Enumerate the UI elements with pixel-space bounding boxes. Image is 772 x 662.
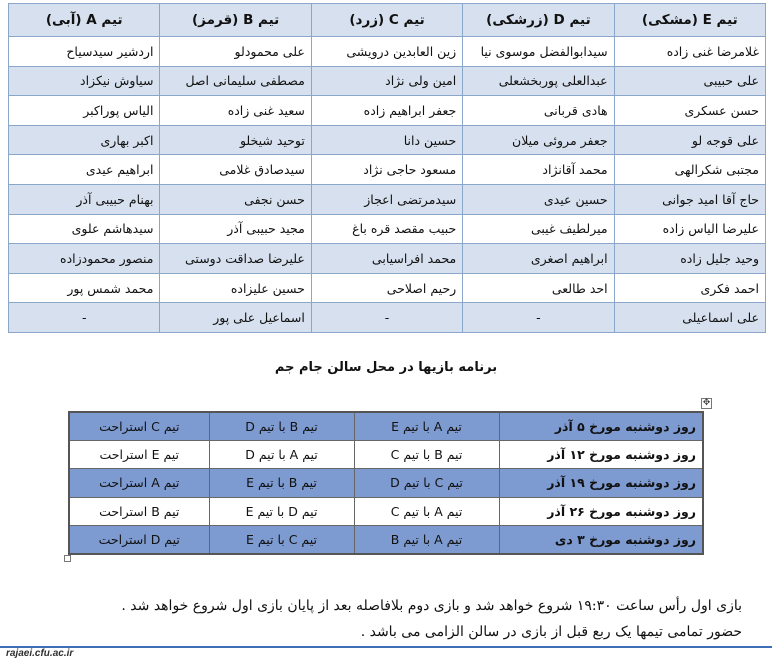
player-cell: اردشیر سیدسیاح [9, 37, 160, 67]
resize-handle-icon[interactable] [64, 555, 71, 562]
table-row [9, 184, 766, 214]
day-cell: روز دوشنبه مورخ ۳ دی [499, 525, 703, 554]
player-cell: عبدالعلی پوربخشعلی [463, 66, 614, 96]
player-cell: ابراهیم عیدی [9, 155, 160, 185]
player-cell: الیاس پوراکبر [9, 96, 160, 126]
match-cell: تیم D با تیم E [209, 497, 354, 525]
match-cell: تیم A با تیم D [209, 441, 354, 469]
team-a-header: تیم A (آبی) [9, 4, 160, 37]
player-cell: سیاوش نیکزاد [9, 66, 160, 96]
table-row [9, 66, 766, 96]
player-cell: حبیب مقصد قره باغ [311, 214, 462, 244]
player-cell: توحید شیخلو [160, 125, 311, 155]
team-e-header: تیم E (مشکی) [614, 4, 765, 37]
empty-cell: - [311, 303, 462, 333]
schedule-table [68, 411, 704, 555]
move-handle-icon[interactable]: ✥ [702, 398, 711, 408]
player-cell: حسین دانا [311, 125, 462, 155]
player-cell: محمد افراسیابی [311, 244, 462, 274]
player-cell: علی محمودلو [160, 37, 311, 67]
player-cell: حاج آقا امید جوانی [614, 184, 765, 214]
player-cell: سیدابوالفضل موسوی نیا [463, 37, 614, 67]
table-row [69, 412, 703, 441]
player-cell: زین العابدین درویشی [311, 37, 462, 67]
day-cell: روز دوشنبه مورخ ۱۲ آذر [499, 441, 703, 469]
player-cell: امین ولی نژاد [311, 66, 462, 96]
player-cell: ابراهیم اصغری [463, 244, 614, 274]
player-cell: اسماعیل علی پور [160, 303, 311, 333]
player-cell: مجید حبیبی آذر [160, 214, 311, 244]
table-row [9, 155, 766, 185]
rest-cell: تیم D استراحت [69, 525, 209, 554]
player-cell: احمد فکری [614, 273, 765, 303]
site-brand: rajaei.cfu.ac.ir [6, 648, 74, 659]
teams-header-row [9, 4, 766, 37]
player-cell: احد طالعی [463, 273, 614, 303]
player-cell: بهنام حبیبی آذر [9, 184, 160, 214]
table-row [69, 441, 703, 469]
match-cell: تیم B با تیم E [209, 469, 354, 497]
table-row [9, 96, 766, 126]
player-cell: محمد شمس پور [9, 273, 160, 303]
match-cell: تیم C با تیم E [209, 525, 354, 554]
player-cell: حسن نجفی [160, 184, 311, 214]
attendance-note: حضور تمامی تیمها یک ربع قبل از بازی در سالن الزامی می باشد . [360, 624, 742, 640]
table-row [9, 303, 766, 333]
table-row [69, 525, 703, 554]
match-cell: تیم A با تیم B [354, 525, 499, 554]
player-cell: جعفر مروئی میلان [463, 125, 614, 155]
player-cell: مجتبی شکرالهی [614, 155, 765, 185]
player-cell: علیرضا الیاس زاده [614, 214, 765, 244]
player-cell: مصطفی سلیمانی اصل [160, 66, 311, 96]
footer-divider [0, 646, 772, 648]
match-cell: تیم A با تیم C [354, 497, 499, 525]
rest-cell: تیم B استراحت [69, 497, 209, 525]
table-row [9, 214, 766, 244]
player-cell: سیدصادق غلامی [160, 155, 311, 185]
rest-cell: تیم A استراحت [69, 469, 209, 497]
table-row [9, 273, 766, 303]
table-row [69, 497, 703, 525]
team-b-header: تیم B (قرمز) [160, 4, 311, 37]
player-cell: حسن عسکری [614, 96, 765, 126]
day-cell: روز دوشنبه مورخ ۱۹ آذر [499, 469, 703, 497]
match-cell: تیم A با تیم E [354, 412, 499, 441]
match-cell: تیم B با تیم D [209, 412, 354, 441]
player-cell: هادی قربانی [463, 96, 614, 126]
table-row [9, 37, 766, 67]
player-cell: حسین علیزاده [160, 273, 311, 303]
player-cell: اکبر بهاری [9, 125, 160, 155]
table-row [69, 469, 703, 497]
table-row [9, 125, 766, 155]
schedule-title: برنامه بازیها در محل سالن جام جم [274, 360, 498, 375]
player-cell: سعید غنی زاده [160, 96, 311, 126]
player-cell: علی اسماعیلی [614, 303, 765, 333]
player-cell: علی قوجه لو [614, 125, 765, 155]
day-cell: روز دوشنبه مورخ ۵ آذر [499, 412, 703, 441]
team-d-header: تیم D (زرشکی) [463, 4, 614, 37]
match-cell: تیم C با تیم D [354, 469, 499, 497]
player-cell: مسعود حاجی نژاد [311, 155, 462, 185]
empty-cell: - [9, 303, 160, 333]
player-cell: جعفر ابراهیم زاده [311, 96, 462, 126]
table-row [9, 244, 766, 274]
player-cell: حسین عیدی [463, 184, 614, 214]
teams-table [8, 3, 766, 333]
player-cell: غلامرضا غنی زاده [614, 37, 765, 67]
day-cell: روز دوشنبه مورخ ۲۶ آذر [499, 497, 703, 525]
team-c-header: تیم C (زرد) [311, 4, 462, 37]
start-time-note: بازی اول رأس ساعت ۱۹:۳۰ شروع خواهد شد و بازی دوم بلافاصله بعد از پایان بازی اول شروع خواهد شد . [121, 598, 742, 614]
player-cell: رحیم اصلاحی [311, 273, 462, 303]
player-cell: میرلطیف غیبی [463, 214, 614, 244]
rest-cell: تیم C استراحت [69, 412, 209, 441]
rest-cell: تیم E استراحت [69, 441, 209, 469]
player-cell: سیدهاشم علوی [9, 214, 160, 244]
player-cell: محمد آقانژاد [463, 155, 614, 185]
player-cell: علیرضا صداقت دوستی [160, 244, 311, 274]
empty-cell: - [463, 303, 614, 333]
player-cell: منصور محمودزاده [9, 244, 160, 274]
player-cell: وحید جلیل زاده [614, 244, 765, 274]
match-cell: تیم B با تیم C [354, 441, 499, 469]
player-cell: سیدمرتضی اعجاز [311, 184, 462, 214]
player-cell: علی حبیبی [614, 66, 765, 96]
